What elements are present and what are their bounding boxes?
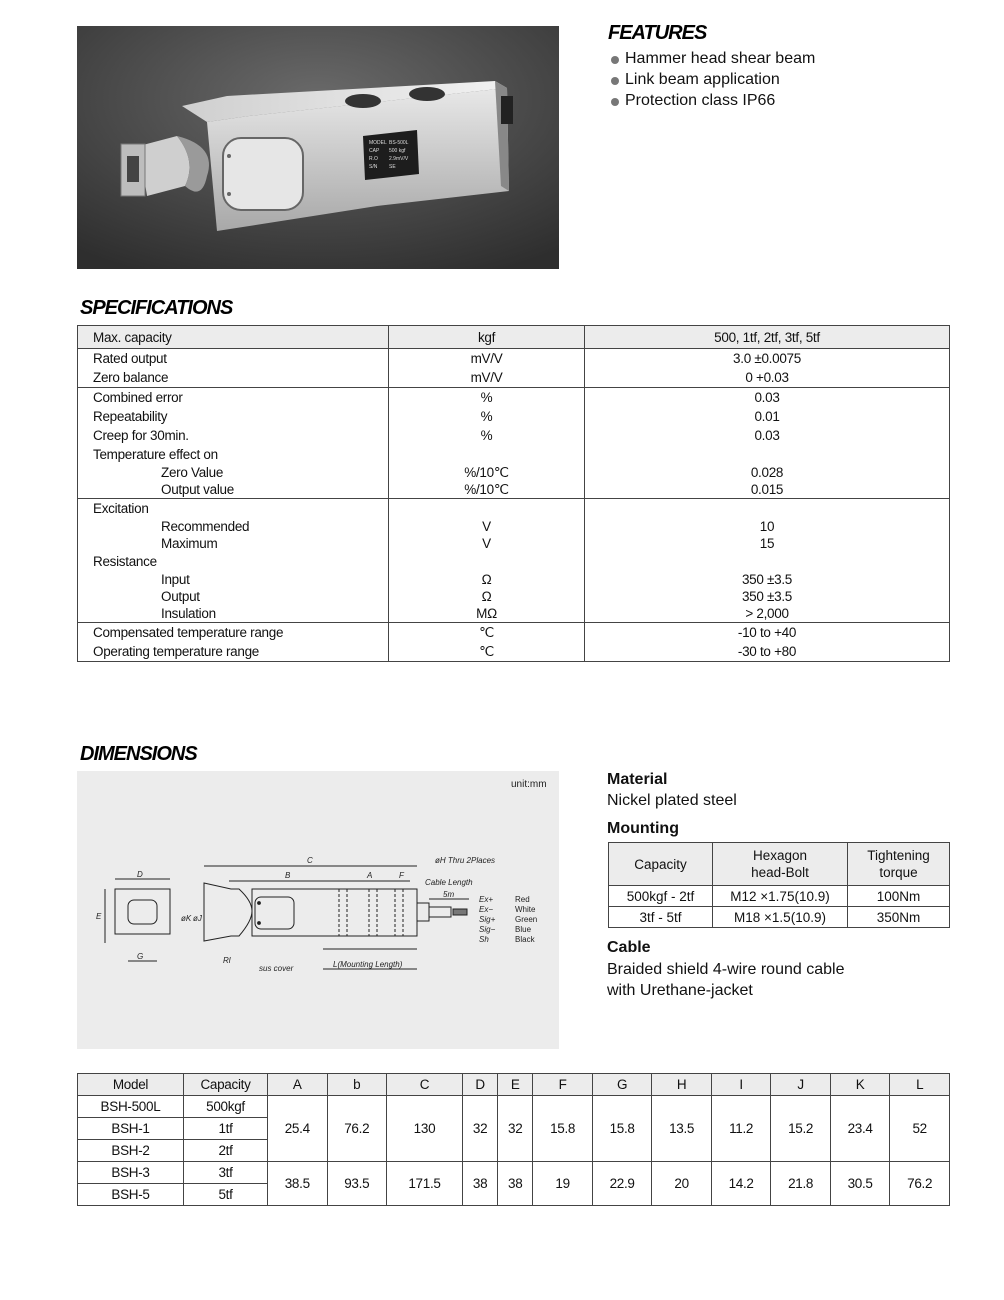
spec-param: Temperature effect on [93, 447, 218, 462]
model-cell: BSH-3 [78, 1162, 184, 1184]
spec-value: 0.03 [754, 390, 780, 405]
wire-signal: Ex+ [479, 895, 494, 904]
spec-param: Resistance [93, 554, 157, 569]
dim-cell: 38 [462, 1162, 497, 1206]
col-header: A [268, 1074, 328, 1096]
spec-unit: kgf [477, 329, 496, 345]
spec-unit [389, 445, 584, 464]
spec-unit: %/10℃ [464, 465, 509, 480]
wire-signal: Sig− [479, 925, 496, 934]
specifications-title: SPECIFICATIONS [80, 297, 233, 319]
spec-param: Compensated temperature range [93, 625, 284, 640]
mounting-bolt: M12 ×1.75(10.9) [713, 886, 848, 907]
col-header: C [387, 1074, 463, 1096]
label-value-cap: 500 kgf [389, 148, 406, 154]
dim-label-a: A [367, 871, 373, 880]
spec-value [585, 445, 949, 464]
load-cell-illustration [77, 26, 559, 269]
model-cell: BSH-5 [78, 1184, 184, 1206]
wire-color: White [515, 905, 536, 914]
dim-label-d: D [137, 870, 143, 879]
mounting-header-torque [848, 843, 950, 886]
mounting-capacity: 500kgf - 2tf [609, 886, 713, 907]
dim-label-e: E [96, 912, 102, 921]
feature-item: Link beam application [611, 69, 815, 90]
dim-label-g: G [137, 952, 144, 961]
label-line-cap: CAP [369, 148, 380, 154]
capacity-cell: 1tf [184, 1118, 268, 1140]
spec-group-output [78, 349, 950, 388]
spec-unit: V [482, 519, 491, 534]
dim-label-b: B [285, 871, 291, 880]
sus-cover-label: sus cover [259, 964, 294, 973]
spec-value: -30 to +80 [737, 644, 797, 659]
material-title: Material [607, 771, 668, 788]
dim-label-phi-j: øJ [193, 914, 202, 923]
product-photo [77, 26, 559, 269]
dim-label-mounting-length: L(Mounting Length) [333, 960, 403, 969]
spec-unit: V [482, 536, 491, 551]
spec-unit: % [480, 428, 493, 443]
material-text: Nickel plated steel [607, 792, 737, 809]
cable-text-line-1: Braided shield 4-wire round cable [607, 961, 845, 978]
col-header: K [830, 1074, 890, 1096]
spec-group-temperature [78, 623, 950, 662]
mounting-row [609, 886, 950, 907]
label-line-sn: S/N [369, 164, 378, 170]
feature-item: Protection class IP66 [611, 90, 815, 111]
spec-value: 3.0 ±0.0075 [733, 351, 801, 366]
spec-value [585, 552, 949, 571]
dim-label-phi-k: øK [181, 914, 192, 923]
spec-unit: ℃ [479, 625, 494, 640]
mounting-header-row [609, 843, 950, 886]
dim-cell: 38 [498, 1162, 533, 1206]
spec-param: Creep for 30min. [93, 428, 189, 443]
model-row [78, 1096, 950, 1118]
mounting-header-capacity: Capacity [609, 843, 713, 886]
spec-unit: %/10℃ [464, 482, 509, 497]
dim-label-f: F [399, 871, 404, 880]
model-dimension-table [77, 1073, 950, 1206]
capacity-cell: 3tf [184, 1162, 268, 1184]
model-cell: BSH-2 [78, 1140, 184, 1162]
mounting-bolt: M18 ×1.5(10.9) [713, 907, 848, 928]
dim-cell: 21.8 [771, 1162, 831, 1206]
label-value-sn: SE [389, 164, 396, 170]
wire-signal: Sig+ [479, 915, 496, 924]
dim-label-c: C [307, 856, 313, 865]
spec-value [585, 499, 949, 518]
dimensions-title: DIMENSIONS [80, 743, 197, 765]
spec-param: Repeatability [93, 409, 168, 424]
col-header: Model [78, 1074, 184, 1096]
spec-unit: MΩ [476, 606, 497, 621]
unit-label: unit:mm [511, 779, 547, 790]
mounting-row [609, 907, 950, 928]
spec-unit: mV/V [470, 370, 503, 385]
dim-cell: 11.2 [711, 1096, 771, 1162]
spec-value: 0.03 [754, 428, 780, 443]
model-header-row [78, 1074, 950, 1096]
mounting-table [608, 842, 950, 928]
dim-cell: 15.2 [771, 1096, 831, 1162]
spec-param: Input [161, 572, 190, 587]
model-row [78, 1162, 950, 1184]
model-cell: BSH-1 [78, 1118, 184, 1140]
spec-param: Output [161, 589, 200, 604]
spec-value: 0.028 [750, 465, 784, 480]
spec-param: Zero Value [161, 465, 224, 480]
dim-cell: 38.5 [268, 1162, 328, 1206]
cable-title: Cable [607, 939, 651, 956]
spec-value: 0 +0.03 [745, 370, 789, 385]
col-header: J [771, 1074, 831, 1096]
wire-signal: Ex− [479, 905, 494, 914]
spec-param: Operating temperature range [93, 644, 260, 659]
spec-param: Combined error [93, 390, 183, 405]
label-line-model: MODEL [369, 140, 387, 146]
dim-cell: 25.4 [268, 1096, 328, 1162]
spec-param: Recommended [161, 519, 250, 534]
model-cell: BSH-500L [78, 1096, 184, 1118]
mounting-capacity: 3tf - 5tf [609, 907, 713, 928]
spec-header-row [78, 326, 950, 349]
feature-item: Hammer head shear beam [611, 48, 815, 69]
mounting-header-torque-line: torque [879, 865, 918, 880]
dim-cell: 19 [533, 1162, 593, 1206]
features-list [611, 48, 815, 111]
wire-color: Blue [515, 925, 532, 934]
spec-group-electrical [78, 499, 950, 623]
spec-value: > 2,000 [745, 606, 789, 621]
spec-value: 350 ±3.5 [741, 572, 793, 587]
specifications-table [77, 325, 950, 662]
dim-cell: 76.2 [327, 1096, 387, 1162]
cable-text-line-2: with Urethane-jacket [607, 982, 753, 999]
spec-param: Max. capacity [93, 329, 172, 345]
col-header: Capacity [184, 1074, 268, 1096]
col-header: E [498, 1074, 533, 1096]
end-view [115, 889, 170, 934]
spec-param: Zero balance [93, 370, 169, 385]
capacity-cell: 500kgf [184, 1096, 268, 1118]
mounting-torque: 350Nm [848, 907, 950, 928]
spec-group-accuracy [78, 388, 950, 499]
col-header: H [652, 1074, 712, 1096]
spec-param: Excitation [93, 501, 149, 516]
dim-cell: 22.9 [592, 1162, 652, 1206]
spec-value: 350 ±3.5 [741, 589, 793, 604]
spec-value: 500, 1tf, 2tf, 3tf, 5tf [714, 329, 820, 345]
dimension-drawing-panel [77, 771, 559, 1049]
spec-param: Insulation [161, 606, 216, 621]
spec-unit: mV/V [470, 351, 503, 366]
mounting-header-bolt [713, 843, 848, 886]
dim-cell: 14.2 [711, 1162, 771, 1206]
mounting-header-torque-line: Tightening [867, 848, 930, 863]
mounting-title: Mounting [607, 820, 679, 837]
spec-param: Rated output [93, 351, 167, 366]
spec-value: 15 [759, 536, 775, 551]
col-header: b [327, 1074, 387, 1096]
spec-unit: % [480, 409, 493, 424]
hammer-head [204, 883, 252, 941]
cable-length-label: Cable Length [425, 878, 473, 887]
dim-cell: 130 [387, 1096, 463, 1162]
sus-cover-outline [255, 897, 294, 929]
wire-color: Black [515, 935, 535, 944]
spec-unit: % [480, 390, 493, 405]
cable-length-value: 5m [443, 890, 455, 899]
spec-param: Maximum [161, 536, 218, 551]
col-header: G [592, 1074, 652, 1096]
label-value-ro: 2.9mV/V [389, 156, 409, 162]
spec-value: 10 [759, 519, 775, 534]
spec-value: -10 to +40 [737, 625, 797, 640]
capacity-cell: 5tf [184, 1184, 268, 1206]
dim-cell: 52 [890, 1096, 950, 1162]
dim-cell: 32 [498, 1096, 533, 1162]
label-value-model: BS-500L [389, 140, 409, 146]
spec-unit: ℃ [479, 644, 494, 659]
dim-label-phi-h: øH Thru 2Places [435, 856, 496, 865]
dim-cell: 30.5 [830, 1162, 890, 1206]
dim-cell: 76.2 [890, 1162, 950, 1206]
mounting-header-bolt-line: Hexagon [752, 848, 808, 863]
spec-param: Output value [161, 482, 234, 497]
dim-cell: 23.4 [830, 1096, 890, 1162]
label-line-ro: R.O [369, 156, 378, 162]
dim-cell: 93.5 [327, 1162, 387, 1206]
col-header: I [711, 1074, 771, 1096]
col-header: L [890, 1074, 950, 1096]
dim-cell: 15.8 [533, 1096, 593, 1162]
wire-color: Red [515, 895, 530, 904]
dim-cell: 20 [652, 1162, 712, 1206]
features-title: FEATURES [608, 22, 707, 44]
spec-unit [389, 552, 584, 571]
capacity-cell: 2tf [184, 1140, 268, 1162]
dim-cell: 15.8 [592, 1096, 652, 1162]
dimension-drawing [77, 771, 559, 1049]
spec-value: 0.01 [754, 409, 780, 424]
dim-cell: 13.5 [652, 1096, 712, 1162]
col-header: D [462, 1074, 497, 1096]
wire-signal: Sh [479, 935, 489, 944]
wire-color: Green [515, 915, 538, 924]
spec-unit: Ω [481, 572, 492, 587]
mounting-torque: 100Nm [848, 886, 950, 907]
mounting-header-bolt-line: head-Bolt [751, 865, 809, 880]
col-header: F [533, 1074, 593, 1096]
spec-unit: Ω [481, 589, 492, 604]
dim-cell: 171.5 [387, 1162, 463, 1206]
dim-label-rl: Rl [223, 956, 231, 965]
spec-unit [389, 499, 584, 518]
spec-value: 0.015 [750, 482, 784, 497]
dim-cell: 32 [462, 1096, 497, 1162]
